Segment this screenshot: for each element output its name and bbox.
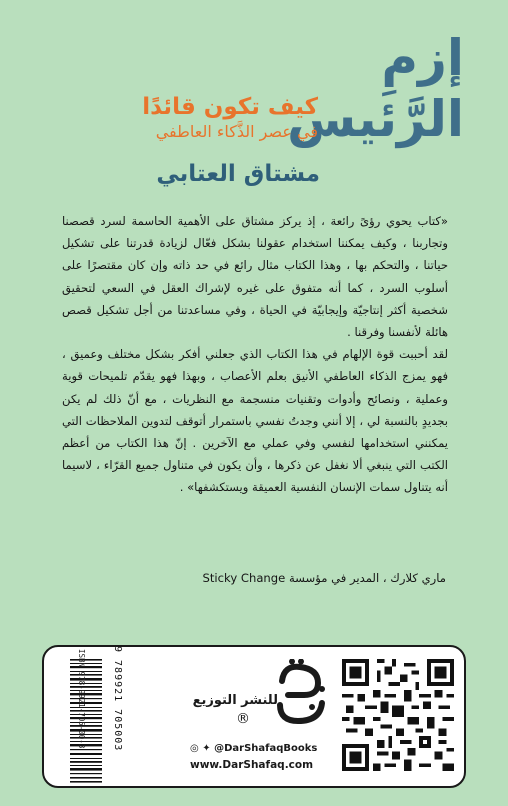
publisher-logo-mark [274,659,330,729]
book-subtitle-secondary: في عصر الذَّكاء العاطفي [155,122,318,141]
publisher-logo [182,655,332,737]
isbn-label: ISBN 978-9921-705-00-3 [77,649,86,749]
blurb-text [62,210,448,499]
isbn-barcode [52,646,123,783]
social-handle-row [190,743,350,754]
social-handle: @DarShafaqBooks [214,743,318,754]
publisher-name: للنشر التوزيع [192,693,278,708]
isbn-digits: 9 789921 705003 [112,646,123,752]
blurb-paragraph-2: لقد أحببت قوة الإلهام في هذا الكتاب الذي جعلني أفكر بشكل مختلف وعميق ، فهو يمزج الذكاء العاطفي الأنيق بعلم الأعصاب ، وبهذا فهو يقدّم تلميحات قوية وعملية ، ونصائح وأدوات وتقنيات منسجمة مع النظريات ، مع أنّ ذلك لم يكن بجديدٍ بالنسبة لي ، إلا أنني وجدتُ نفسي باستمرار أتوقف لتدوين الملاحظات التي يمكنني استخدامها لنفسي وفي عملي مع الآخرين . إنّ هذا الكتاب من أعظم الكتب التي ينبغي ألا نغفل عن ذكرها ، وأن يكون في متناول جميع القرّاء ، لاسيما أنه يتناول سمات الإنسان النفسية العميقة ويستكشفها» . [62,347,448,495]
qr-code [342,659,454,771]
website-url: www.DarShafaq.com [190,759,314,771]
blurb-paragraph-1: «كتاب يحوي رؤىً رائعة ، إذ يركز مشتاق على الأهمية الحاسمة لسرد قصصنا وتجاربنا ، وكيف يمكننا استخدام عقولنا بشكل فعّال لزيادة قدرتنا على تشكيل حياتنا ، والتحكم بها ، وهذا الكتاب مثال رائع في حد ذاته وإن كان مقتصرًا على أسلوب السرد ، كما أنه متفوق على غيره لإشراك العقل في السعي لتحقيق شخصية أكثر إنتاجيّة وإيجابيّة في الحياة ، وفي مساعدتنا من أجل تشكيل قصص هائلة لأنفسنا وفرقنا . [62,214,448,340]
blurb-attribution: ماري كلارك ، المدير في مؤسسة Sticky Change [202,571,446,585]
barcode-panel [42,645,466,788]
book-subtitle: كيف تكون قائدًا [142,94,318,120]
title-line-2: الرَّئيس [287,90,464,148]
instagram-icon: ◎ [190,743,199,754]
title-line-1: إزمِ [381,29,464,87]
twitter-icon: ✦ [202,743,211,754]
registered-mark: ® [236,711,250,727]
author-name: مشتاق العتابي [156,161,320,187]
